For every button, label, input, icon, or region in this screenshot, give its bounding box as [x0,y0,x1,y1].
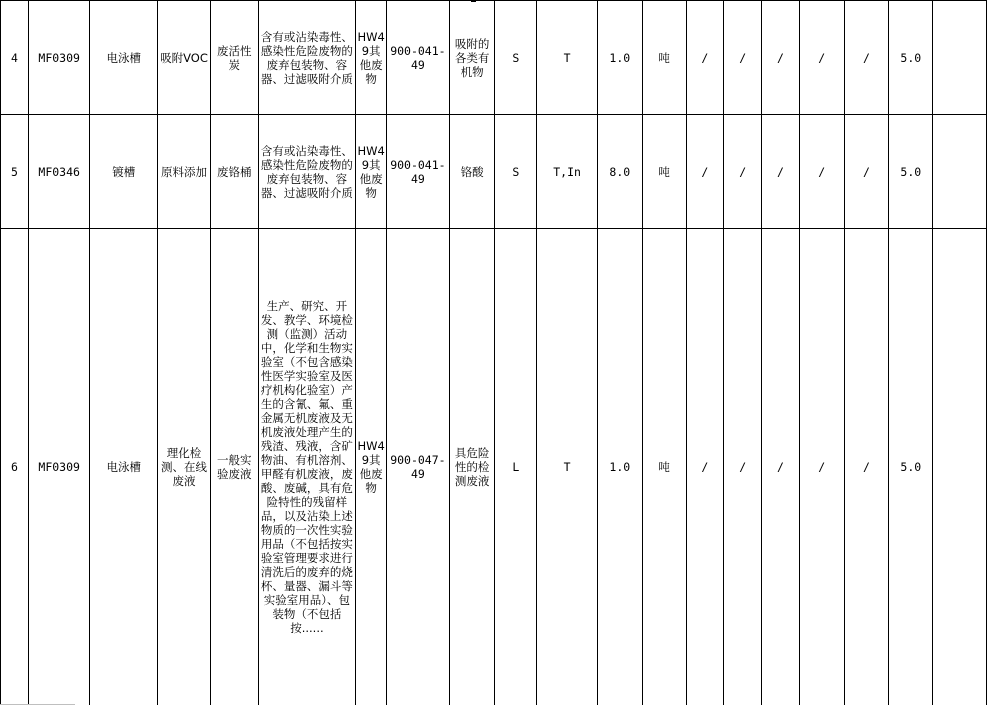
slash-cell-3: / [762,229,800,705]
bottom-gridline [0,704,75,705]
slash-cell-1: / [686,229,724,705]
table-row[interactable] [1,229,987,705]
waste-category: HW49其他废物 [356,229,387,705]
equipment-code: MF0346 [28,115,90,229]
row-index: 6 [1,229,29,705]
waste-description: 含有或沾染毒性、感染性危险废物的废弃包装物、容器、过滤吸附介质 [258,1,356,115]
row-index: 4 [1,1,29,115]
slash-cell-3: / [762,1,800,115]
process-name: 理化检测、在线废液 [158,229,211,705]
slash-cell-4: / [799,229,844,705]
total-amount: 5.0 [889,115,933,229]
slash-cell-2: / [724,1,762,115]
hazard-property: T [537,229,598,705]
slash-cell-1: / [686,1,724,115]
hazard-property: T [537,1,598,115]
empty-cell [933,229,987,705]
amount: 8.0 [597,115,642,229]
hazardous-component: 吸附的各类有机物 [449,1,495,115]
unit: 吨 [642,1,686,115]
waste-description: 生产、研究、开发、教学、环境检测（监测）活动中，化学和生物实验室（不包含感染性医学实验室及医疗机构化验室）产生的含氰、氟、重金属无机废液及无机废液处理产生的残渣、残液，含矿物油、有机溶剂、甲醛有机废液，废酸、废碱，具有危险特性的残留样品，以及沾染上述物质的一次性实验用品（不包括按实验室管理要求进行清洗后的废弃的烧杯、量器、漏斗等实验室用品）、包装物（不包括按...... [258,229,356,705]
slash-cell-1: / [686,115,724,229]
amount: 1.0 [597,1,642,115]
waste-code: 900-041-49 [387,115,450,229]
slash-cell-3: / [762,115,800,229]
table-row[interactable] [1,115,987,229]
waste-category: HW49其他废物 [356,1,387,115]
hazardous-component: 铬酸 [449,115,495,229]
waste-name: 一般实验废液 [210,229,258,705]
waste-form: S [495,115,537,229]
waste-code: 900-041-49 [387,1,450,115]
waste-description: 含有或沾染毒性、感染性危险废物的废弃包装物、容器、过滤吸附介质 [258,115,356,229]
slash-cell-5: / [844,1,889,115]
hazardous-component: 具危险性的检测废液 [449,229,495,705]
unit: 吨 [642,115,686,229]
equipment-code: MF0309 [28,229,90,705]
unit: 吨 [642,229,686,705]
process-name: 吸附VOC [158,1,211,115]
empty-cell [933,1,987,115]
waste-name: 废铬桶 [210,115,258,229]
facility-name: 镀槽 [90,115,158,229]
slash-cell-2: / [724,115,762,229]
slash-cell-5: / [844,115,889,229]
waste-code: 900-047-49 [387,229,450,705]
total-amount: 5.0 [889,229,933,705]
slash-cell-5: / [844,229,889,705]
amount: 1.0 [597,229,642,705]
hazard-property: T,In [537,115,598,229]
slash-cell-4: / [799,115,844,229]
row-index: 5 [1,115,29,229]
waste-form: L [495,229,537,705]
slash-cell-4: / [799,1,844,115]
waste-name: 废活性炭 [210,1,258,115]
waste-category: HW49其他废物 [356,115,387,229]
equipment-code: MF0309 [28,1,90,115]
waste-form: S [495,1,537,115]
slash-cell-2: / [724,229,762,705]
facility-name: 电泳槽 [90,229,158,705]
table-row[interactable] [1,1,987,115]
process-name: 原料添加 [158,115,211,229]
total-amount: 5.0 [889,1,933,115]
empty-cell [933,115,987,229]
facility-name: 电泳槽 [90,1,158,115]
